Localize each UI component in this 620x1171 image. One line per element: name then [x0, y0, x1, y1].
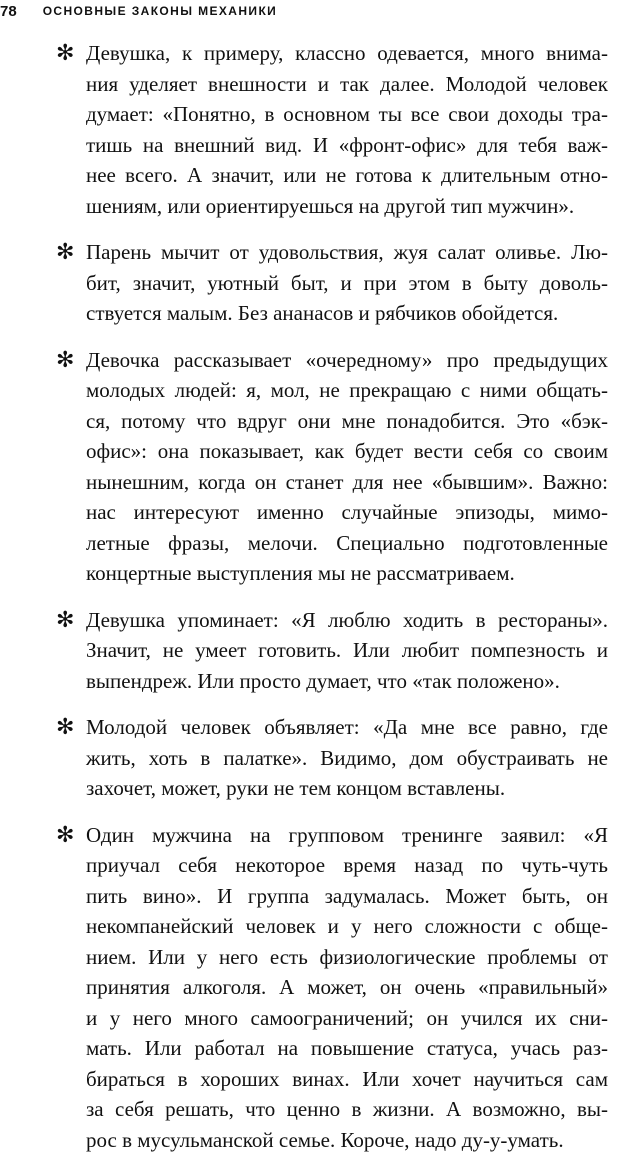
asterisk-bullet-icon: ✻ — [56, 822, 75, 848]
text-line: молодых людей: я, мол, не прекращаю с ними общать- — [86, 378, 608, 402]
text-line: летные фразы, мелочи. Специально подготовленные — [86, 530, 608, 555]
text-line: нас интересуют именно случайные эпизоды, мимо- — [86, 500, 608, 524]
text-line: захочет, может, руки не тем концом вставлены. — [86, 776, 506, 800]
text-line: Парень мычит от удовольствия, жуя салат оливье. Лю- — [86, 240, 608, 264]
text-line: Девушка, к примеру, классно одевается, много внима- — [86, 41, 608, 65]
text-line: приучал себя некоторое время назад по чуть-чуть — [86, 853, 608, 877]
page-header — [0, 0, 277, 22]
text-line: принятия алкоголя. А может, он очень «правильный» — [86, 975, 608, 999]
text-line: Один мужчина на групповом тренинге заявил: «Я — [86, 822, 608, 847]
text-line: рос в мусульманской семье. Короче, надо ду-у-умать. — [86, 1127, 564, 1152]
list-item — [56, 712, 608, 804]
text-line: нием. Или у него есть физиологические проблемы от — [86, 944, 608, 969]
text-line: Девушка упоминает: «Я люблю ходить в рестораны». — [86, 607, 608, 632]
list-item — [56, 237, 608, 329]
text-line: Девочка рассказывает «очередному» про предыдущих — [86, 347, 608, 372]
page-number: 78 — [0, 2, 17, 20]
text-line: офис»: она показывает, как будет вести себя со своим — [86, 439, 608, 463]
asterisk-bullet-icon: ✻ — [56, 715, 75, 740]
text-line: выпендреж. Или просто думает, что «так положено». — [86, 668, 560, 693]
text-line: думает: «Понятно, в основном ты все свои доходы тра- — [86, 102, 608, 126]
text-line: нынешним, когда он станет для нее «бывшим». Важно: — [86, 469, 608, 494]
list-item — [56, 345, 608, 589]
text-line: мать. Или работал на повышение статуса, учась раз- — [86, 1036, 608, 1060]
text-line: некомпанейский человек и у него сложности с обще- — [86, 914, 608, 938]
asterisk-bullet-icon: ✻ — [56, 607, 75, 633]
asterisk-bullet-icon: ✻ — [56, 41, 75, 66]
text-line: Значит, не умеет готовить. Или любит помпезность и — [86, 638, 608, 662]
text-line: жить, хоть в палатке». Видимо, дом обустраивать не — [86, 745, 608, 770]
list-item — [56, 605, 608, 697]
text-line: ствуется малым. Без ананасов и рябчиков обойдется. — [86, 301, 559, 325]
list-item — [56, 820, 608, 1156]
text-line: шениям, или ориентируешься на другой тип мужчин». — [86, 193, 575, 218]
text-line: тишь на внешний вид. И «фронт-офис» для тебя важ- — [86, 132, 608, 157]
text-line: концертные выступления мы не рассматриваем. — [86, 561, 515, 585]
text-line: ся, потому что вдруг они мне понадобится. Это «бэк- — [86, 408, 608, 433]
text-line: бит, значит, уютный быт, и при этом в быту доволь- — [86, 270, 608, 295]
running-head: ОСНОВНЫЕ ЗАКОНЫ МЕХАНИКИ — [42, 4, 278, 18]
text-line: бираться в хороших винах. Или хочет научиться сам — [86, 1066, 608, 1091]
text-line: и у него много самоограничений; он учился их сни- — [86, 1005, 608, 1030]
asterisk-bullet-icon: ✻ — [56, 347, 75, 373]
text-line: ния уделяет внешности и так далее. Молодой человек — [86, 71, 608, 96]
list-item — [56, 38, 608, 221]
bullet-list — [56, 38, 608, 1171]
text-line: за себя решать, что ценно в жизни. А возможно, вы- — [86, 1097, 608, 1121]
asterisk-bullet-icon: ✻ — [56, 240, 75, 265]
text-line: пить вино». И группа задумалась. Может быть, он — [86, 883, 608, 908]
text-line: Молодой человек объявляет: «Да мне все равно, где — [86, 715, 608, 739]
text-line: нее всего. А значит, или не готова к длительным отно- — [86, 163, 608, 187]
